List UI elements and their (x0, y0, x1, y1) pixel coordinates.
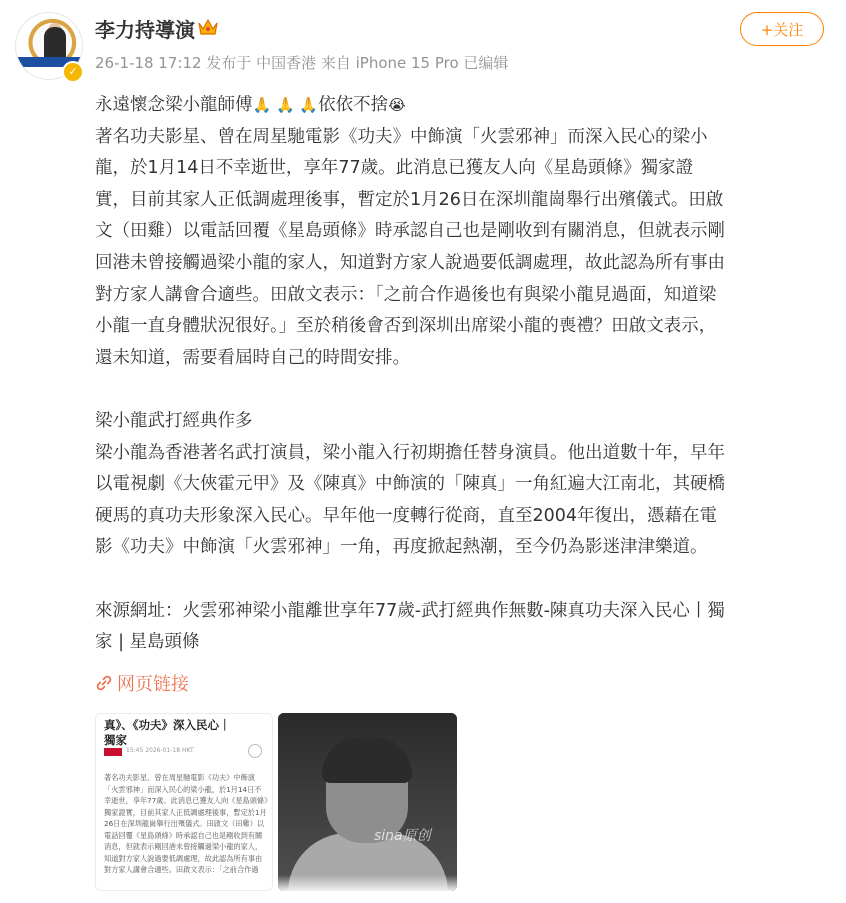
image-fade (278, 875, 457, 891)
article-screenshot-image[interactable] (95, 713, 273, 891)
thumb-title (104, 718, 231, 748)
category-tag (104, 748, 122, 756)
first-line-text: 永遠懷念梁小龍師傅 (95, 95, 253, 115)
crown-icon (197, 17, 219, 37)
paragraph-line: 小龍一直身體狀況很好。」至於稍後會否到深圳出席梁小龍的喪禮？田啟文表示， (95, 316, 717, 337)
paragraph-line: 著名功夫影星、曾在周星馳電影《功夫》中飾演「火雲邪神」而深入民心的梁小 (95, 126, 708, 147)
web-link-label: 网页链接 (117, 674, 189, 695)
paragraph-line: 梁小龍為香港著名武打演員，梁小龍入行初期擔任替身演員。他出道數十年，早年 (95, 442, 725, 463)
paragraph-line: 回港未曾接觸過梁小龍的家人，知道對方家人說過要低調處理，故此認為所有事由 (95, 252, 725, 273)
post-content (95, 90, 825, 659)
follow-label: +关注 (760, 20, 804, 39)
web-link[interactable] (95, 670, 189, 696)
author-name[interactable]: 李力持導演 (95, 18, 195, 42)
thumb-meta: 15:45 2026-01-18 HKT (126, 747, 194, 754)
section-heading: 梁小龍武打經典作多 (95, 410, 253, 431)
paragraph-line: 實，目前其家人正低調處理後事，暫定於1月26日在深圳龍崗舉行出殯儀式。田啟 (95, 189, 724, 210)
paragraph-line: 硬馬的真功夫形象深入民心。早年他一度轉行從商，直至2004年復出，憑藉在電 (95, 505, 718, 526)
verified-badge-icon: ✓ (62, 61, 84, 83)
thumb-title-line: 真》、《功夫》深入民心｜ (104, 718, 231, 732)
paragraph-line: 龍，於1月14日不幸逝世，享年77歲。此消息已獲友人向《星島頭條》獨家證 (95, 158, 694, 179)
follow-button[interactable] (740, 12, 824, 46)
source-line: 來源網址：火雲邪神梁小龍離世享年77歲-武打經典作無數-陳真功夫深入民心丨獨 (95, 600, 725, 621)
thumb-title-line: 獨家 (104, 733, 127, 747)
crying-emoji-icon: 😭 (388, 96, 406, 114)
first-line-text-2: 依依不捨 (318, 95, 389, 115)
paragraph-line: 還未知道，需要看屆時自己的時間安排。 (95, 347, 410, 368)
paragraph-line: 影《功夫》中飾演「火雲邪神」一角，再度掀起熱潮，至今仍為影迷津津樂道。 (95, 537, 708, 558)
paragraph-line: 文（田雞）以電話回覆《星島頭條》時承認自己也是剛收到有關消息，但就表示剛 (95, 221, 725, 242)
post-meta: 26-1-18 17:12 发布于 中国香港 来自 iPhone 15 Pro 已编辑 (95, 54, 509, 72)
share-icon (248, 744, 262, 758)
link-icon (95, 674, 113, 692)
post-first-line (95, 90, 825, 122)
video-still-image[interactable] (278, 713, 457, 891)
watermark-text: sina原创 (374, 828, 431, 844)
paragraph-line: 以電視劇《大俠霍元甲》及《陳真》中飾演的「陳真」一角紅遍大江南北，其硬橋 (95, 474, 725, 495)
pray-emoji-icon: 🙏 🙏 🙏 (252, 96, 319, 114)
thumb-body: 著名功夫影星、曾在周星馳電影《功夫》中飾演「火雲邪神」而深入民心的梁小龍，於1月14日不幸逝世，享年77歲。此消息已獲友人向《星島頭條》獨家證實，目前其家人正低調處理後事，暫定於1月26日在深圳龍崗舉行出殯儀式。田啟文（田雞）以電話回覆《星島頭條》時承認自己也是剛收到有關消息，但就表示剛回港未曾接觸過梁小龍的家人，知道對方家人說過要低調處理，故此認為所有事由對方家人講會合適些。田啟文表示：「之前合作過 (104, 773, 268, 874)
source-line: 家 | 星島頭條 (95, 632, 200, 653)
paragraph-line: 對方家人講會合適些。田啟文表示：「之前合作過後也有與梁小龍見過面，知道梁 (95, 284, 717, 305)
